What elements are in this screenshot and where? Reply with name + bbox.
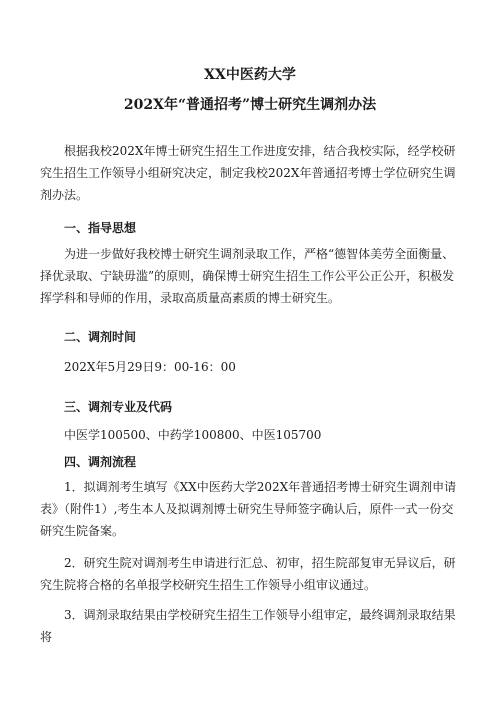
section-heading-adjustment-time: 二、调剂时间: [64, 330, 137, 344]
section-heading-process: 四、调剂流程: [64, 455, 137, 469]
process-step-1: 1．拟调剂考生填写《XX中医药大学202X年普通招考博士研究生调剂申请表》（附件1）,考生本人及拟调剂博士研究生导师签字确认后，原件一式一份交研究生院备案。: [40, 480, 457, 538]
section-heading-guiding-principle: 一、指导思想: [64, 221, 137, 235]
section-body-adjustment-time: 202X年5月29日9：00-16：00: [64, 360, 236, 374]
intro-paragraph: 根据我校202X年博士研究生招生工作进度安排，结合我校实际，经学校研究生招生工作领导小组研究决定，制定我校202X年普通招考博士学位研究生调剂办法。: [40, 144, 456, 202]
section-body-guiding-principle: 为进一步做好我校博士研究生调剂录取工作，严格“德智体美劳全面衡量、择优录取、宁缺毋滥”的原则，确保博士研究生招生工作公平公正公开，积极发挥学科和导师的作用，录取高质量高素质的博士研究生。: [40, 247, 455, 305]
process-step-3: 3．调剂录取结果由学校研究生招生工作领导小组审定，最终调剂录取结果将: [40, 608, 456, 644]
section-body-majors-codes: 中医学100500、中药学100800、中医105700: [64, 428, 322, 442]
section-heading-majors-codes: 三、调剂专业及代码: [64, 400, 173, 414]
university-title: XX中医药大学: [204, 67, 296, 83]
document-title: 202X年“普通招考”博士研究生调剂办法: [123, 97, 377, 113]
process-step-2: 2．研究生院对调剂考生申请进行汇总、初审，招生院部复审无异议后，研究生院将合格的名单报学校研究生招生工作领导小组审议通过。: [40, 556, 456, 592]
